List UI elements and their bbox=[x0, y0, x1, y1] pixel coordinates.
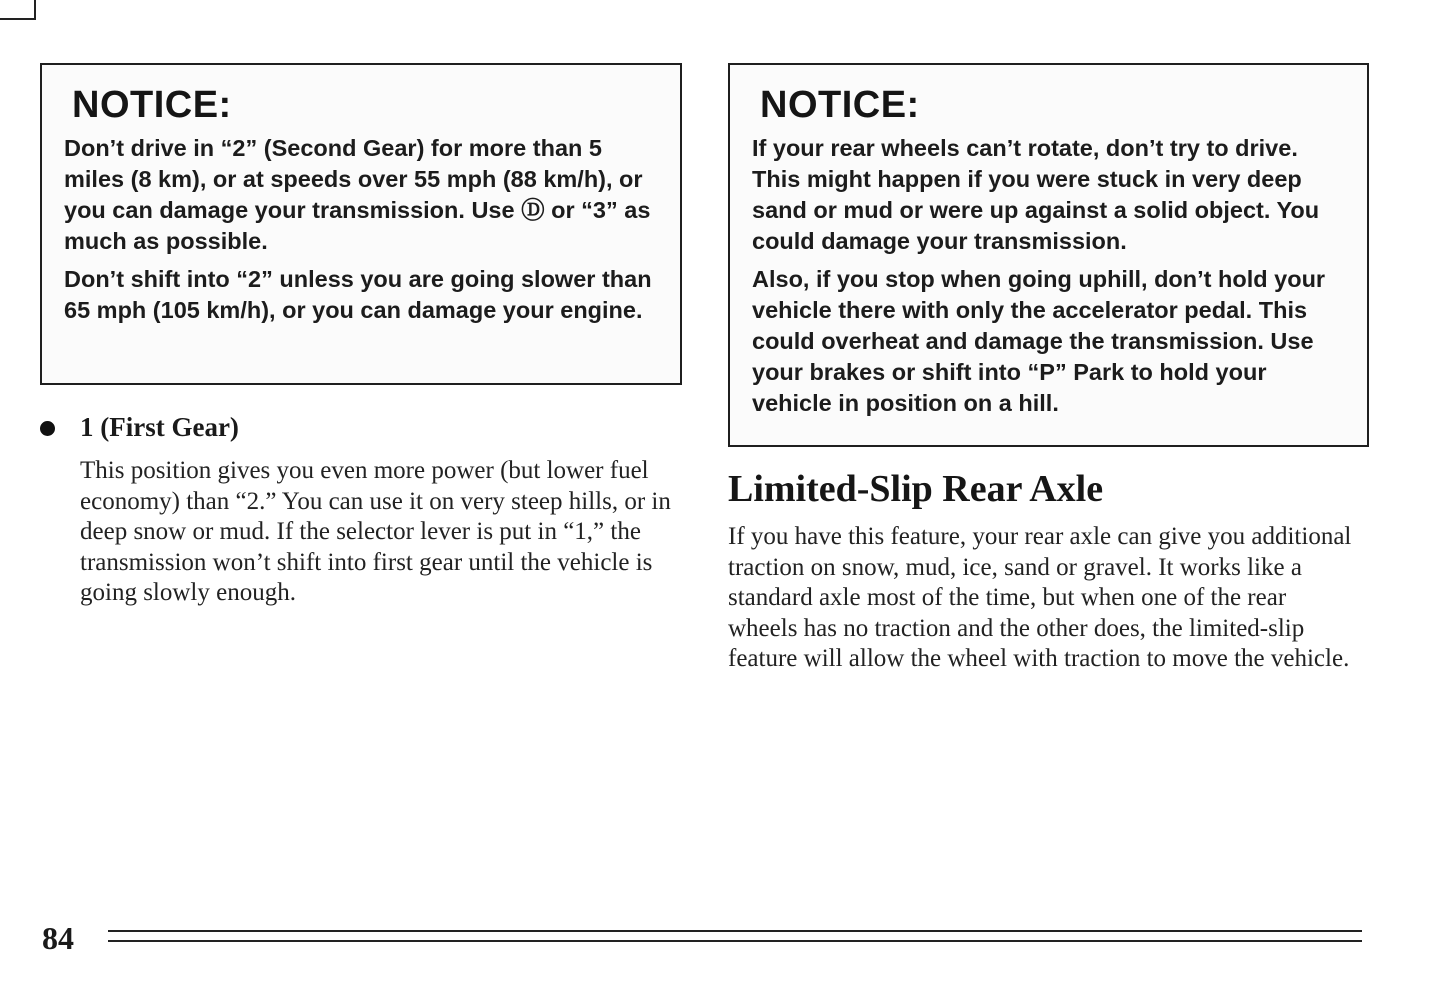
first-gear-section bbox=[40, 408, 680, 609]
notice-paragraph: Don’t shift into “2” unless you are going slower than 65 mph (105 km/h), or you can damage your engine. bbox=[64, 266, 652, 323]
notice-paragraph: If your rear wheels can’t rotate, don’t try to drive. This might happen if you were stuck in very deep sand or mud or were up against a solid object. You could damage your transmission. bbox=[752, 135, 1320, 254]
section-body: If you have this feature, your rear axle can give you additional traction on snow, mud, ice, sand or gravel. It works like a standard axle most of the time, but when one of the rear wheels has no traction and the other does, the limited-slip feature will allow the wheel with traction to move the vehicle. bbox=[728, 523, 1352, 672]
bullet-icon bbox=[40, 421, 55, 436]
notice-title: NOTICE: bbox=[72, 84, 232, 126]
page-number: 84 bbox=[42, 920, 74, 956]
notice-title: NOTICE: bbox=[760, 84, 920, 126]
first-gear-body: This position gives you even more power (but lower fuel economy) than “2.” You can use it on very steep hills, or in deep snow or mud. If the selector lever is put in “1,” the transmission won’t shift into first gear until the vehicle is going slowly enough. bbox=[80, 457, 671, 606]
first-gear-heading: 1 (First Gear) bbox=[80, 412, 239, 442]
notice-box-second-gear bbox=[40, 63, 682, 385]
notice-paragraph: Don’t drive in “2” (Second Gear) for more than 5 miles (8 km), or at speeds over 55 mph (88 km/h), or you can damage your transmission. Use Ⓓ or “3” as much as possible. bbox=[64, 135, 651, 254]
notice-box-rear-wheels bbox=[728, 63, 1369, 447]
limited-slip-section bbox=[728, 466, 1358, 675]
corner-crop-mark bbox=[0, 0, 36, 20]
section-title: Limited-Slip Rear Axle bbox=[728, 468, 1104, 510]
first-gear-heading-row bbox=[40, 408, 680, 446]
notice-paragraph: Also, if you stop when going uphill, don’t hold your vehicle there with only the accelerator pedal. This could overheat and damage the transmission. Use your brakes or shift into “P” Park to hold your vehicle in position on a hill. bbox=[752, 266, 1326, 416]
footer-double-rule bbox=[108, 930, 1362, 942]
